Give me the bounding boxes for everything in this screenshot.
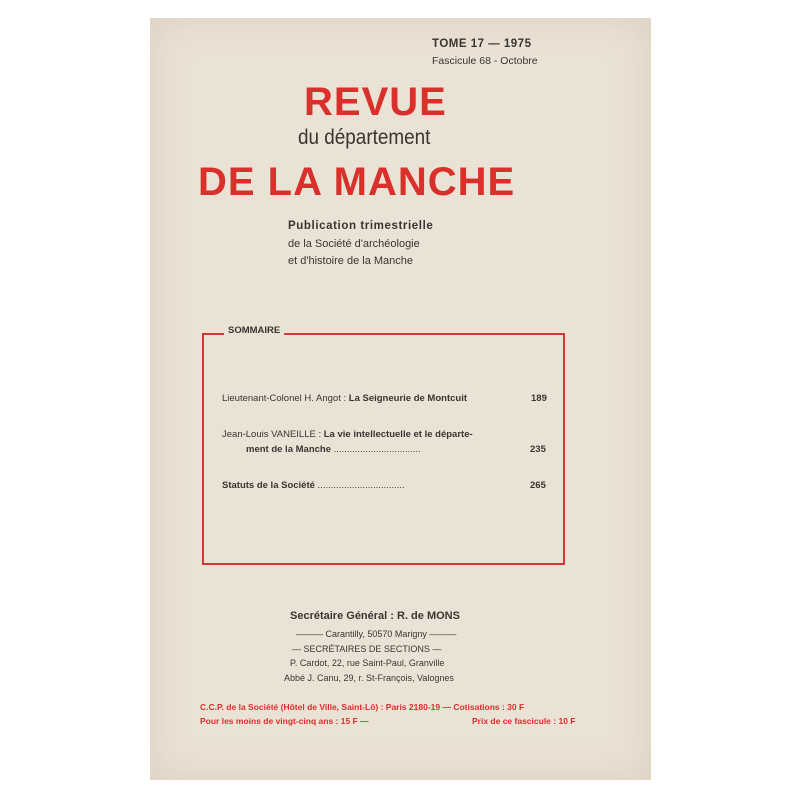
- secretary-general: Secrétaire Général : R. de MONS: [290, 610, 460, 622]
- toc-dots: .................................: [314, 480, 405, 491]
- title-de-la-manche: DE LA MANCHE: [198, 160, 516, 204]
- toc-entry-2-cont: [246, 444, 421, 455]
- title-du-departement: du département: [298, 126, 431, 149]
- title-revue: REVUE: [304, 80, 447, 124]
- publication-line-2: de la Société d'archéologie: [288, 238, 420, 250]
- toc-entry-3: [222, 480, 405, 491]
- toc-title: La vie intellectuelle et le départe-: [323, 429, 473, 440]
- publication-line-1: Publication trimestrielle: [288, 220, 434, 232]
- toc-title: Statuts de la Société: [222, 480, 315, 491]
- toc-dots: .................................: [331, 444, 421, 455]
- toc-author: Lieutenant-Colonel H. Angot :: [222, 393, 349, 404]
- toc-title: La Seigneurie de Montcuit: [348, 393, 468, 404]
- footer-issue-price: Prix de ce fascicule : 10 F: [472, 716, 576, 726]
- sommaire-heading: SOMMAIRE: [224, 325, 284, 336]
- journal-cover: [150, 18, 651, 780]
- toc-page: 189: [531, 393, 547, 404]
- secretary-address: ——— Carantilly, 50570 Marigny ———: [296, 629, 457, 639]
- toc-page: 265: [530, 480, 546, 491]
- sections-heading: — SECRÉTAIRES DE SECTIONS —: [292, 644, 442, 654]
- toc-page: 235: [530, 444, 546, 455]
- fascicule-issue: Fascicule 68 - Octobre: [432, 55, 538, 67]
- section-secretary-1: P. Cardot, 22, rue Saint-Paul, Granville: [290, 658, 445, 668]
- toc-entry-1: [222, 393, 467, 404]
- footer-reduced-rate: Pour les moins de vingt-cinq ans : 15 F —: [200, 716, 369, 726]
- section-secretary-2: Abbé J. Canu, 29, r. St-François, Valognes: [284, 673, 454, 683]
- toc-entry-2: [222, 429, 473, 440]
- publication-line-3: et d'histoire de la Manche: [288, 255, 414, 267]
- toc-title-cont: ment de la Manche: [246, 444, 331, 455]
- footer-ccp-line: C.C.P. de la Société (Hôtel de Ville, Saint-Lô) : Paris 2180-19 — Cotisations : 30 F: [200, 702, 525, 712]
- tome-year: TOME 17 — 1975: [432, 38, 532, 50]
- toc-author: Jean-Louis VANEILLE :: [222, 429, 324, 440]
